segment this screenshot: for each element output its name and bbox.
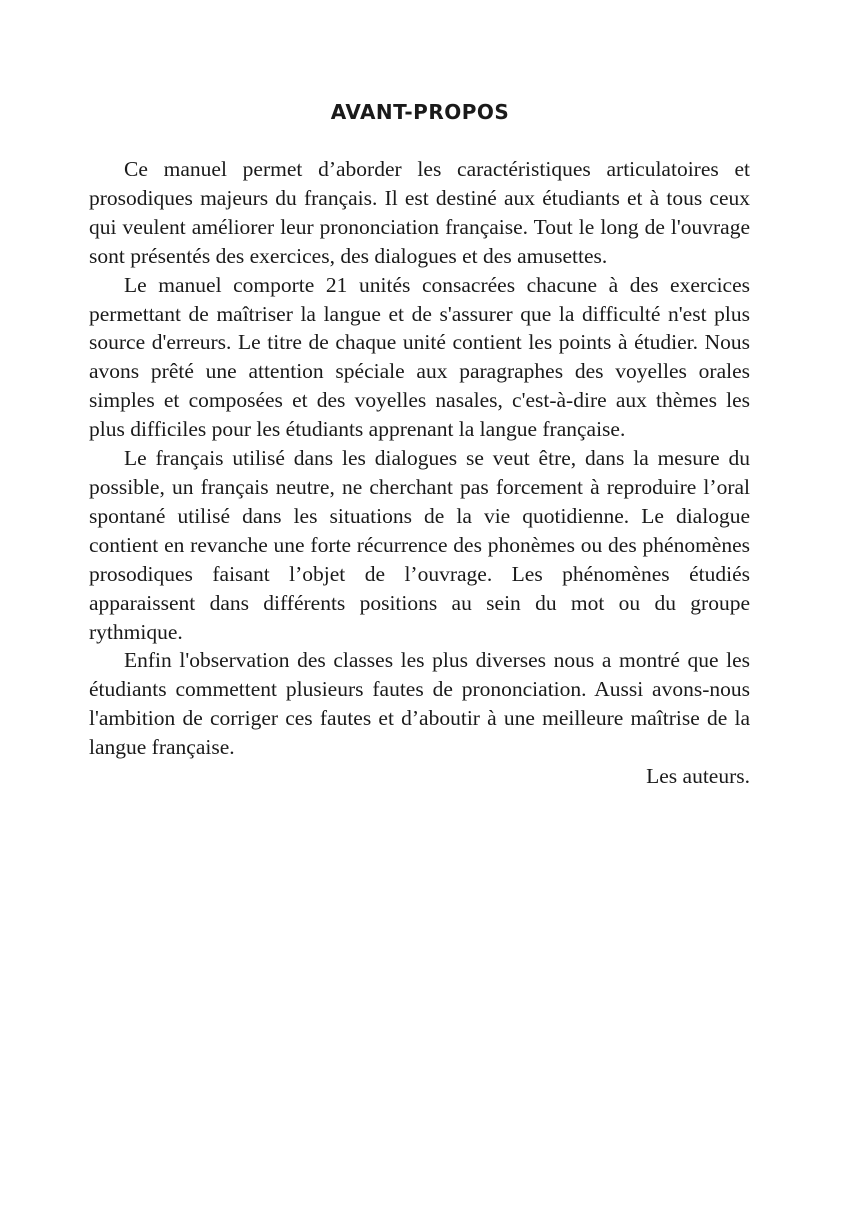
signature: Les auteurs. bbox=[646, 764, 750, 789]
paragraph-intro: Ce manuel permet d’aborder les caractéristiques articulatoires et prosodiques majeurs du français. Il est destiné aux étudiants et à tous ceux qui veulent améliorer leur prononciation française. Tout le long de l'ouvrage sont présentés des exercices, des dialogues et des amusettes. bbox=[89, 157, 750, 268]
paragraph-dialogues: Le français utilisé dans les dialogues se veut être, dans la mesure du possible, un français neutre, ne cherchant pas forcement à reproduire l’oral spontané utilisé dans les situations de la vie quotidienne. Le dialogue contient en revanche une forte récurrence des phonèmes ou des phénomènes prosodiques faisant l’objet de l’ouvrage. Les phénomènes étudiés apparaissent dans différents positions au sein du mot ou du groupe rythmique. bbox=[89, 446, 750, 644]
paragraph-units: Le manuel comporte 21 unités consacrées chacune à des exercices permettant de maîtriser la langue et de s'assurer que la difficulté n'est plus source d'erreurs. Le titre de chaque unité contient les points à étudier. Nous avons prêté une attention spéciale aux paragraphes des voyelles orales simples et composées et des voyelles nasales, c'est-à-dire aux thèmes les plus difficiles pour les étudiants apprenant la langue française. bbox=[89, 272, 750, 442]
page-title: AVANT-PROPOS bbox=[330, 100, 510, 124]
paragraph-conclusion: Enfin l'observation des classes les plus diverses nous a montré que les étudiants commettent plusieurs fautes de prononciation. Aussi avons-nous l'ambition de corriger ces fautes et d’aboutir à une meilleure maîtrise de la langue française. bbox=[89, 648, 750, 760]
body-text bbox=[89, 155, 750, 791]
